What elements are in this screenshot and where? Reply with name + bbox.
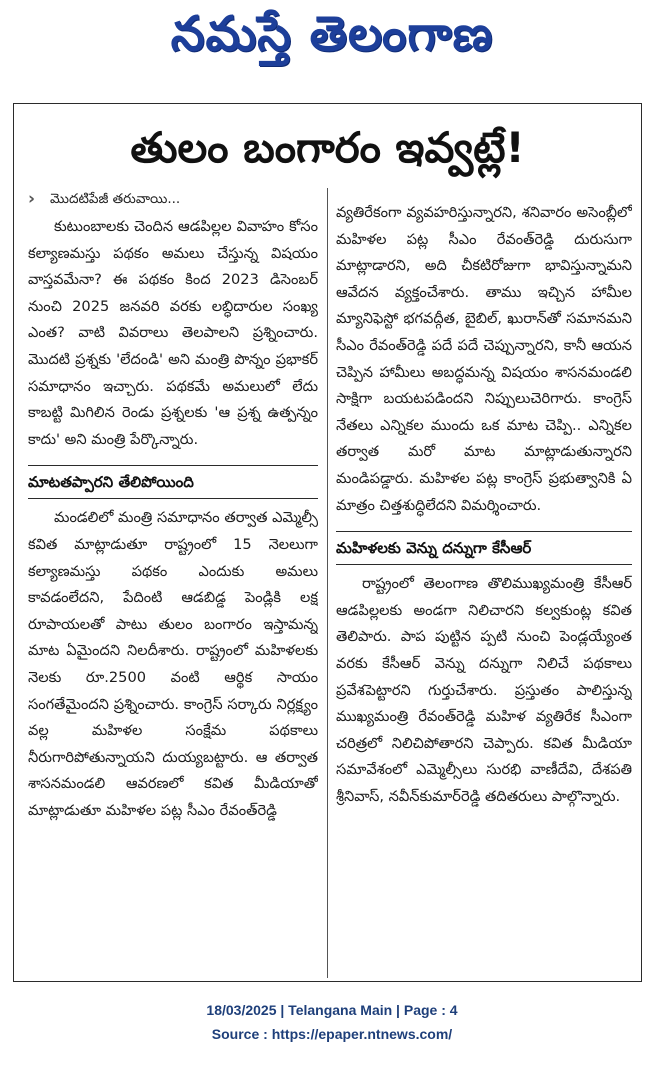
article-clipping [13, 103, 642, 982]
chevron-right-icon: › [28, 189, 36, 209]
column-divider [327, 188, 328, 978]
section-subhead: మహిళలకు వెన్ను దన్నుగా కేసీఆర్ [336, 531, 632, 565]
article-paragraph: మండలిలో మంత్రి సమాధానం తర్వాత ఎమ్మెల్సీ కవిత మాట్లాడుతూ రాష్ట్రంలో 15 నెలలుగా కల్యాణమస్తు పథకం ఎందుకు అమలు కావడంలేదని, పేదింటి ఆడబిడ్డ పెండ్లికి లక్ష రూపాయలతో పాటు తులం బంగారం ఇస్తామన్న మాట ఏమైందని నిలదీశారు. రాష్ట్రంలో మహిళలకు నెలకు రూ.2500 వంటి ఆర్థిక సాయం సంగతేమైందని ప్రశ్నించారు. కాంగ్రెస్ సర్కారు నిర్లక్ష్యం వల్ల మహిళల సంక్షేమ పథకాలు నీరుగారిపోతున్నాయని దుయ్యబట్టారు. ఆ తర్వాత శాసనమండలి ఆవరణలో కవిత మీడియాతో మాట్లాడుతూ మహిళల పట్ల సీఎం రేవంత్‌రెడ్డి [28, 509, 318, 819]
article-column-right [336, 200, 632, 810]
footer-date-line: 18/03/2025 | Telangana Main | Page : 4 [206, 1002, 458, 1018]
article-column-left [28, 188, 318, 824]
article-paragraph: కుటుంబాలకు చెందిన ఆడపిల్లల వివాహం కోసం కల్యాణమస్తు పథకం అమలు చేస్తున్న విషయం వాస్తవమేనా? ఈ పథకం కింద 2023 డిసెంబర్ నుంచి 2025 జనవరి వరకు లబ్ధిదారుల సంఖ్య ఎంత? వాటి వివరాలు తెలపాలని ప్రశ్నించారు. మొదటి ప్రశ్నకు 'లేదండి' అని మంత్రి పొన్నం ప్రభాకర్ సమాధానం ఇచ్చారు. పథకమే అమలులో లేదు కాబట్టి మిగిలిన రెండు ప్రశ్నలకు 'ఆ ప్రశ్న ఉత్పన్నం కాదు' అని మంత్రి పేర్కొన్నారు. [28, 218, 318, 448]
article-paragraph: వ్యతిరేకంగా వ్యవహరిస్తున్నారని, శనివారం అసెంబ్లీలో మహిళల పట్ల సీఎం రేవంత్‌రెడ్డి దురుసుగా మాట్లాడారని, అది చీకటిరోజుగా భావిస్తున్నామని ఆవేదన వ్యక్తంచేశారు. తాము ఇచ్చిన హామీల మ్యానిఫెస్టో భగవద్గీత, బైబిల్, ఖురాన్‌తో సమానమని సీఎం రేవంత్‌రెడ్డి పదే పదే చెప్పున్నారని, కానీ ఆయన చెప్పిన హామీలు అబద్ధమన్న విషయం శాసనమండలి సాక్షిగా బయటపడిందని నిప్పులుచెరిగారు. కాంగ్రెస్ నేతలు ఎన్నికల ముందు ఒక మాట చెప్పి.. ఎన్నికల తర్వాత మరో మాట మాట్లాడుతున్నారని మండిపడ్డారు. మహిళల పట్ల కాంగ్రెస్ ప్రభుత్వానికి ఏ మాత్రం చిత్తశుద్ధిలేదని విమర్శించారు. [336, 204, 632, 514]
section-subhead: మాటతప్పారని తేలిపోయింది [28, 465, 318, 499]
masthead-logo [0, 0, 664, 80]
footer-source-line: Source : https://epaper.ntnews.com/ [211, 1026, 453, 1042]
article-paragraph: రాష్ట్రంలో తెలంగాణ తొలిముఖ్యమంత్రి కేసీఆర్ ఆడపిల్లలకు అండగా నిలిచారని కల్వకుంట్ల కవిత తెలిపారు. పాప పుట్టిన ప్పటి నుంచి పెండ్లయ్యేంత వరకు కేసీఆర్ వెన్ను దన్నుగా నిలిచే పథకాలు ప్రవేశపెట్టారని గుర్తుచేశారు. ప్రస్తుతం పాలిస్తున్న ముఖ్యమంత్రి రేవంత్‌రెడ్డి మహిళ వ్యతిరేక సీఎంగా చరిత్రలో నిలిచిపోతారని చెప్పారు. కవిత మీడియా సమావేశంలో ఎమ్మెల్సీలు సురభి వాణీదేవి, దేశపతి శ్రీనివాస్, నవీన్‌కుమార్‌రెడ్డి తదితరులు పాల్గొన్నారు. [336, 575, 632, 805]
continued-label: మొదటిపేజీ తరువాయి... [50, 191, 181, 207]
masthead-title: నమస్తే తెలంగాణ [170, 6, 494, 62]
continued-marker [28, 188, 318, 210]
article-headline: తులం బంగారం ఇవ్వట్లే! [130, 123, 525, 172]
